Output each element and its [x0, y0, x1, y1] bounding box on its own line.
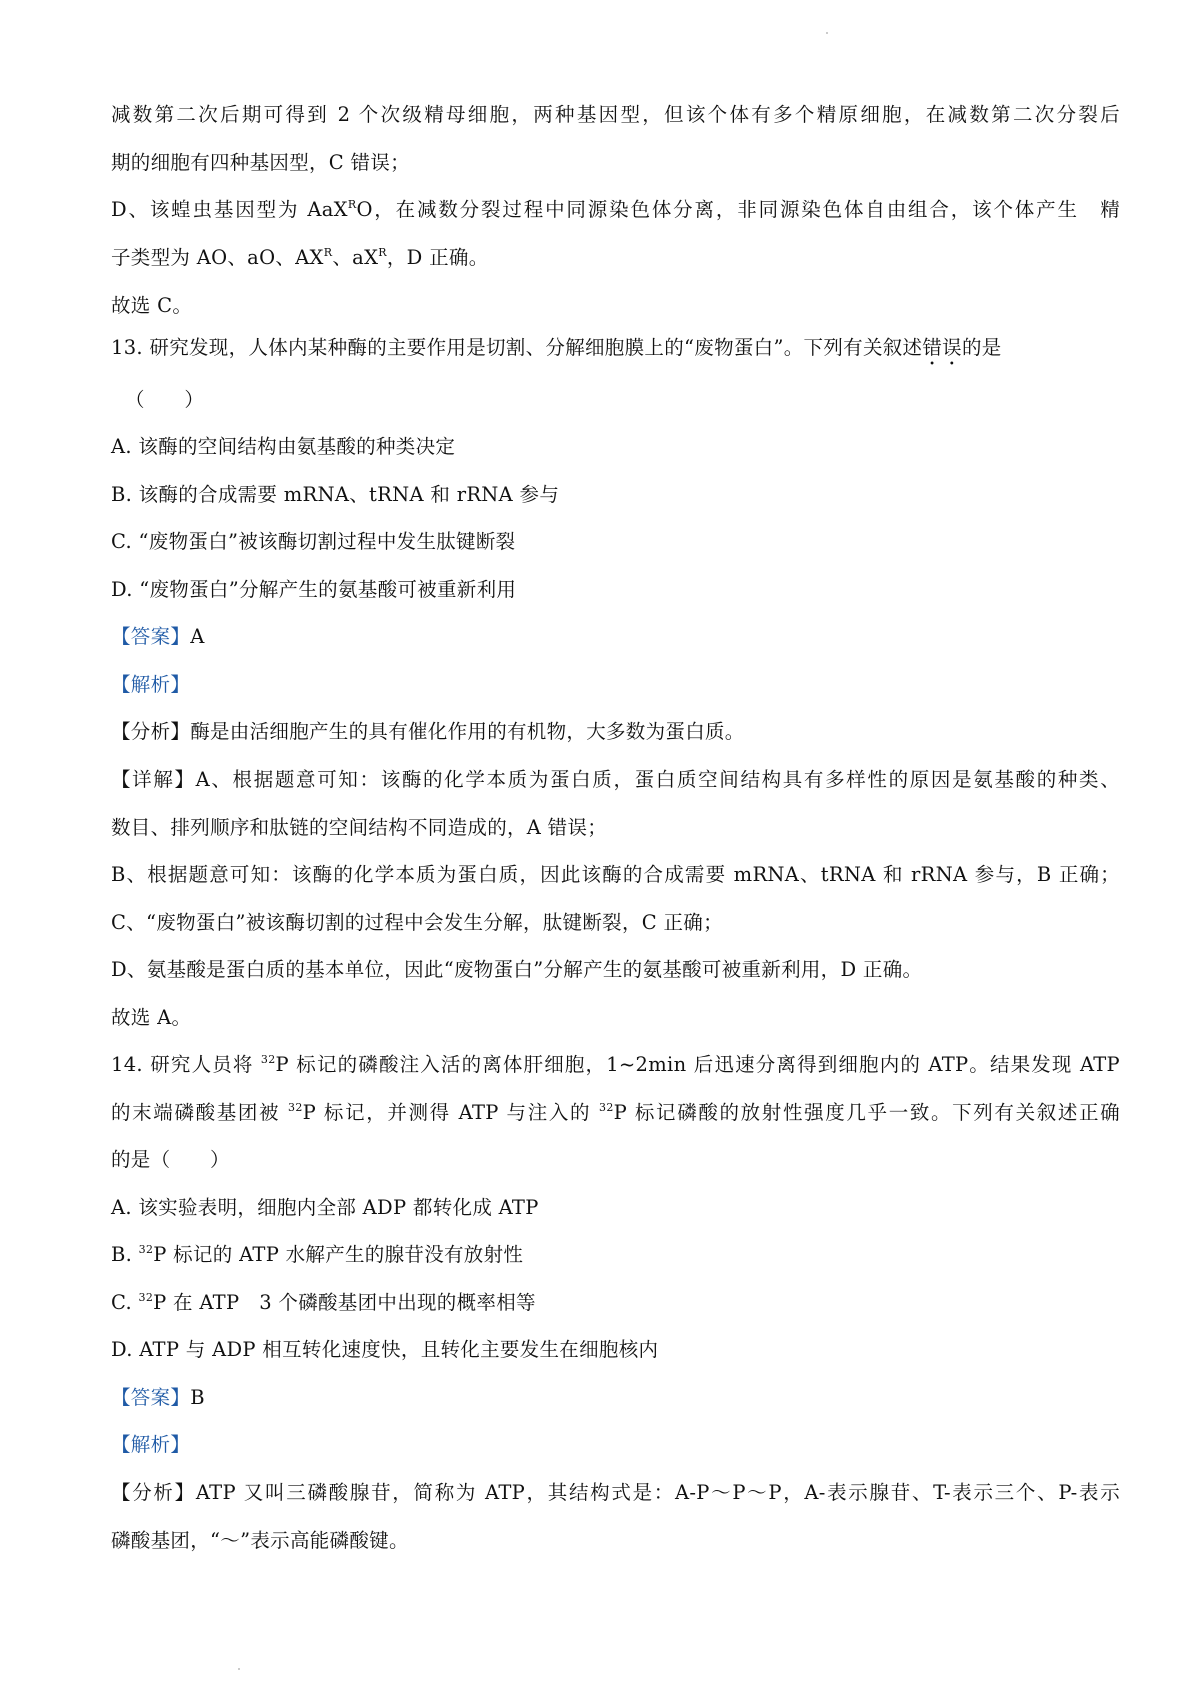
prev-choose: 故选 C。 [111, 294, 193, 317]
q13-analysis-label: 【解析】 [111, 673, 191, 696]
prev-explanation-line-1: 减数第二次后期可得到 2 个次级精母细胞，两种基因型，但该个体有多个精原细胞，在减数第二次分裂后 [111, 103, 1120, 126]
prev-option-d-line-2: 子类型为 AO、aO、$AX^R$、$aX^R$，D 正确。 [111, 246, 489, 269]
q13-answer-value: A [190, 625, 205, 648]
q14-answer [111, 1383, 1120, 1413]
q14-option-a: A. 该实验表明，细胞内全部 ADP 都转化成 ATP [111, 1196, 539, 1219]
q13-fenxi: 【分析】酶是由活细胞产生的具有催化作用的有机物，大多数为蛋白质。 [111, 720, 745, 743]
q13-stem-emphasis: 错误 [922, 336, 962, 359]
q13-option-b: B. 该酶的合成需要 mRNA、tRNA 和 rRNA 参与 [111, 483, 560, 506]
q13-option-a: A. 该酶的空间结构由氨基酸的种类决定 [111, 435, 456, 458]
scan-speck-top [826, 32, 828, 34]
q13-choose: 故选 A。 [111, 1006, 192, 1029]
q13-option-d: D. “废物蛋白”分解产生的氨基酸可被重新利用 [111, 578, 517, 601]
q13-detail-c: C、“废物蛋白”被该酶切割的过程中会发生分解，肽键断裂，C 正确； [111, 911, 723, 934]
q14-stem-line-2: 的末端磷酸基团被 $^{32}$P 标记，并测得 ATP 与注入的 $^{32}$P 标记磷酸的放射性强度几乎一致。下列有关叙述正确 [111, 1101, 1120, 1124]
q14-analysis-label: 【解析】 [111, 1433, 191, 1456]
q14-stem-line-3: 的是（ ） [111, 1148, 230, 1171]
q14-answer-value: B [190, 1386, 205, 1409]
prev-option-d-line-1: D、该蝗虫基因型为 AaX$^R$O，在减数分裂过程中同源染色体分离，非同源染色体自由组合，该个体产生 精 [111, 198, 1120, 221]
q13-xiangjie-line-2: 数目、排列顺序和肽链的空间结构不同造成的，A 错误； [111, 816, 608, 839]
answer-label: 【答案】 [111, 625, 191, 648]
q14-option-d: D. ATP 与 ADP 相互转化速度快，且转化主要发生在细胞核内 [111, 1338, 659, 1361]
scan-speck-bottom [238, 1668, 240, 1670]
q13-answer-paren: （ ） [125, 388, 205, 411]
answer-label: 【答案】 [111, 1386, 191, 1409]
q13-answer [111, 622, 1120, 652]
q14-fenxi-line-1: 【分析】ATP 又叫三磷酸腺苷，简称为 ATP，其结构式是：A-P～P～P，A-表示腺苷、T-表示三个、P-表示 [111, 1481, 1120, 1504]
q13-option-c: C. “废物蛋白”被该酶切割过程中发生肽键断裂 [111, 530, 516, 553]
q14-fenxi-line-2: 磷酸基团，“～”表示高能磷酸键。 [111, 1529, 409, 1552]
q13-detail-d: D、氨基酸是蛋白质的基本单位，因此“废物蛋白”分解产生的氨基酸可被重新利用，D 正确。 [111, 958, 923, 981]
q14-stem-line-1: 14. 研究人员将 $^{32}$P 标记的磷酸注入活的离体肝细胞，1~2min 后迅速分离得到细胞内的 ATP。结果发现 ATP [111, 1053, 1120, 1076]
q14-option-b: B. $^{32}$P 标记的 ATP 水解产生的腺苷没有放射性 [111, 1243, 524, 1266]
q13-stem: 13. 研究发现，人体内某种酶的主要作用是切割、分解细胞膜上的“废物蛋白”。下列有关叙述错误的是 [111, 336, 1002, 359]
prev-explanation-line-2: 期的细胞有四种基因型，C 错误； [111, 151, 410, 174]
q13-xiangjie-line-1: 【详解】A、根据题意可知：该酶的化学本质为蛋白质，蛋白质空间结构具有多样性的原因是氨基酸的种类、 [111, 768, 1120, 791]
q14-option-c: C. $^{32}$P 在 ATP 3 个磷酸基团中出现的概率相等 [111, 1291, 536, 1314]
q13-detail-b: B、根据题意可知：该酶的化学本质为蛋白质，因此该酶的合成需要 mRNA、tRNA 和 rRNA 参与，B 正确； [111, 863, 1120, 886]
